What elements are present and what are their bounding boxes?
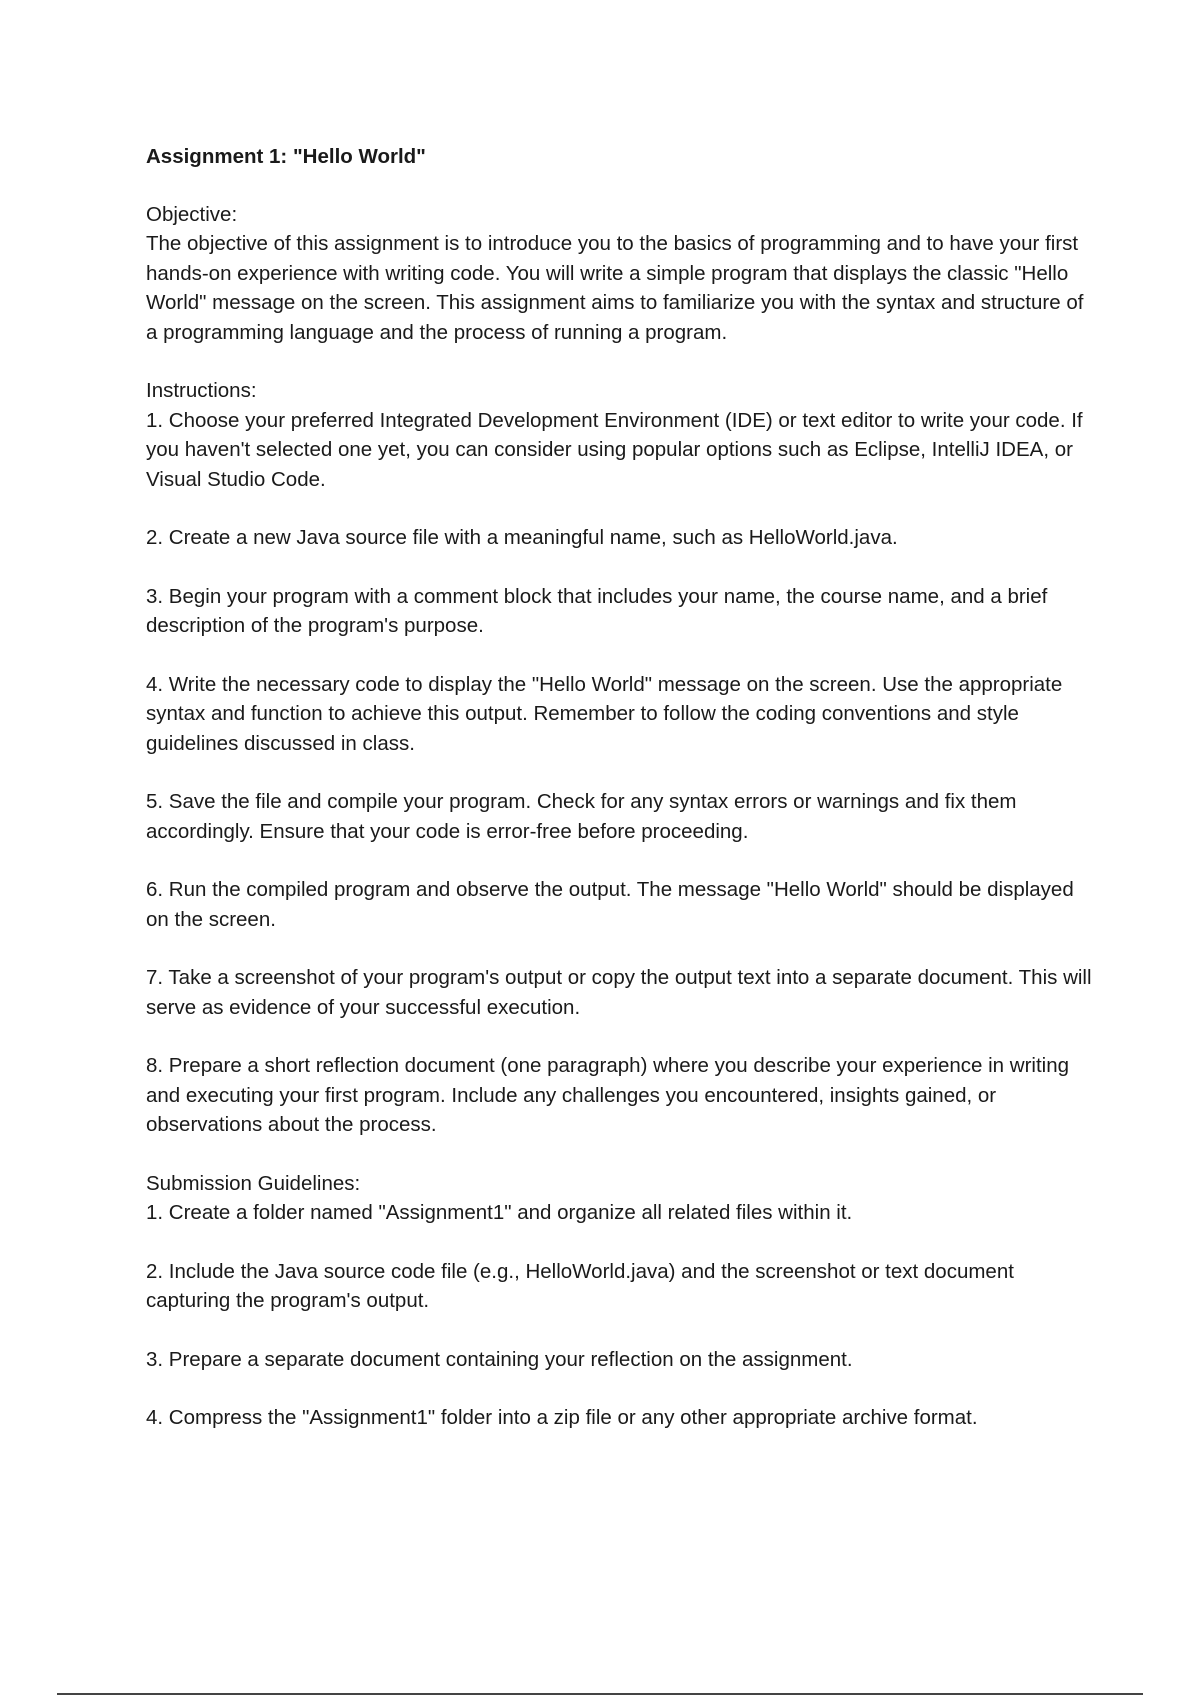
submission-item-4: 4. Compress the "Assignment1" folder into a zip file or any other appropriate archive format. bbox=[146, 1406, 978, 1429]
submission-item-2: 2. Include the Java source code file (e.g., HelloWorld.java) and the screenshot or text document capturing the program's output. bbox=[146, 1259, 1014, 1312]
instruction-item-2: 2. Create a new Java source file with a meaningful name, such as HelloWorld.java. bbox=[146, 526, 898, 549]
objective-text: The objective of this assignment is to introduce you to the basics of programming and to have your first hands-on experience with writing code. You will write a simple program that displays the classic "Hello World" message on the screen. This assignment aims to familiarize you with the syntax and structure of a programming language and the process of running a program. bbox=[146, 232, 1084, 344]
instruction-item-8: 8. Prepare a short reflection document (one paragraph) where you describe your experience in writing and executing your first program. Include any challenges you encountered, insights gained, or observations about the process. bbox=[146, 1054, 1070, 1136]
footer-divider bbox=[57, 1693, 1143, 1695]
instruction-item-1: 1. Choose your preferred Integrated Development Environment (IDE) or text editor to write your code. If you haven't selected one yet, you can consider using popular options such as Eclipse, IntelliJ IDEA, or Visual Studio Code. bbox=[146, 408, 1083, 491]
instruction-item-7: 7. Take a screenshot of your program's output or copy the output text into a separate document. This will serve as evidence of your successful execution. bbox=[146, 966, 1092, 1019]
document-page bbox=[146, 142, 1096, 1433]
objective-label: Objective: bbox=[146, 202, 238, 226]
instruction-item-6: 6. Run the compiled program and observe the output. The message "Hello World" should be displayed on the screen. bbox=[146, 878, 1074, 931]
submission-label: Submission Guidelines: bbox=[146, 1171, 361, 1195]
instruction-item-5: 5. Save the file and compile your program. Check for any syntax errors or warnings and fix them accordingly. Ensure that your code is error-free before proceeding. bbox=[146, 790, 1017, 843]
document-title: Assignment 1: "Hello World" bbox=[146, 145, 426, 168]
submission-item-3: 3. Prepare a separate document containing your reflection on the assignment. bbox=[146, 1347, 853, 1371]
instructions-label: Instructions: bbox=[146, 379, 257, 402]
instruction-item-4: 4. Write the necessary code to display the "Hello World" message on the screen. Use the appropriate syntax and function to achieve this output. Remember to follow the coding conventions and style guidelines discussed in class. bbox=[146, 672, 1063, 755]
instruction-item-3: 3. Begin your program with a comment block that includes your name, the course name, and a brief description of the program's purpose. bbox=[146, 584, 1048, 637]
submission-item-1: 1. Create a folder named "Assignment1" and organize all related files within it. bbox=[146, 1201, 853, 1224]
